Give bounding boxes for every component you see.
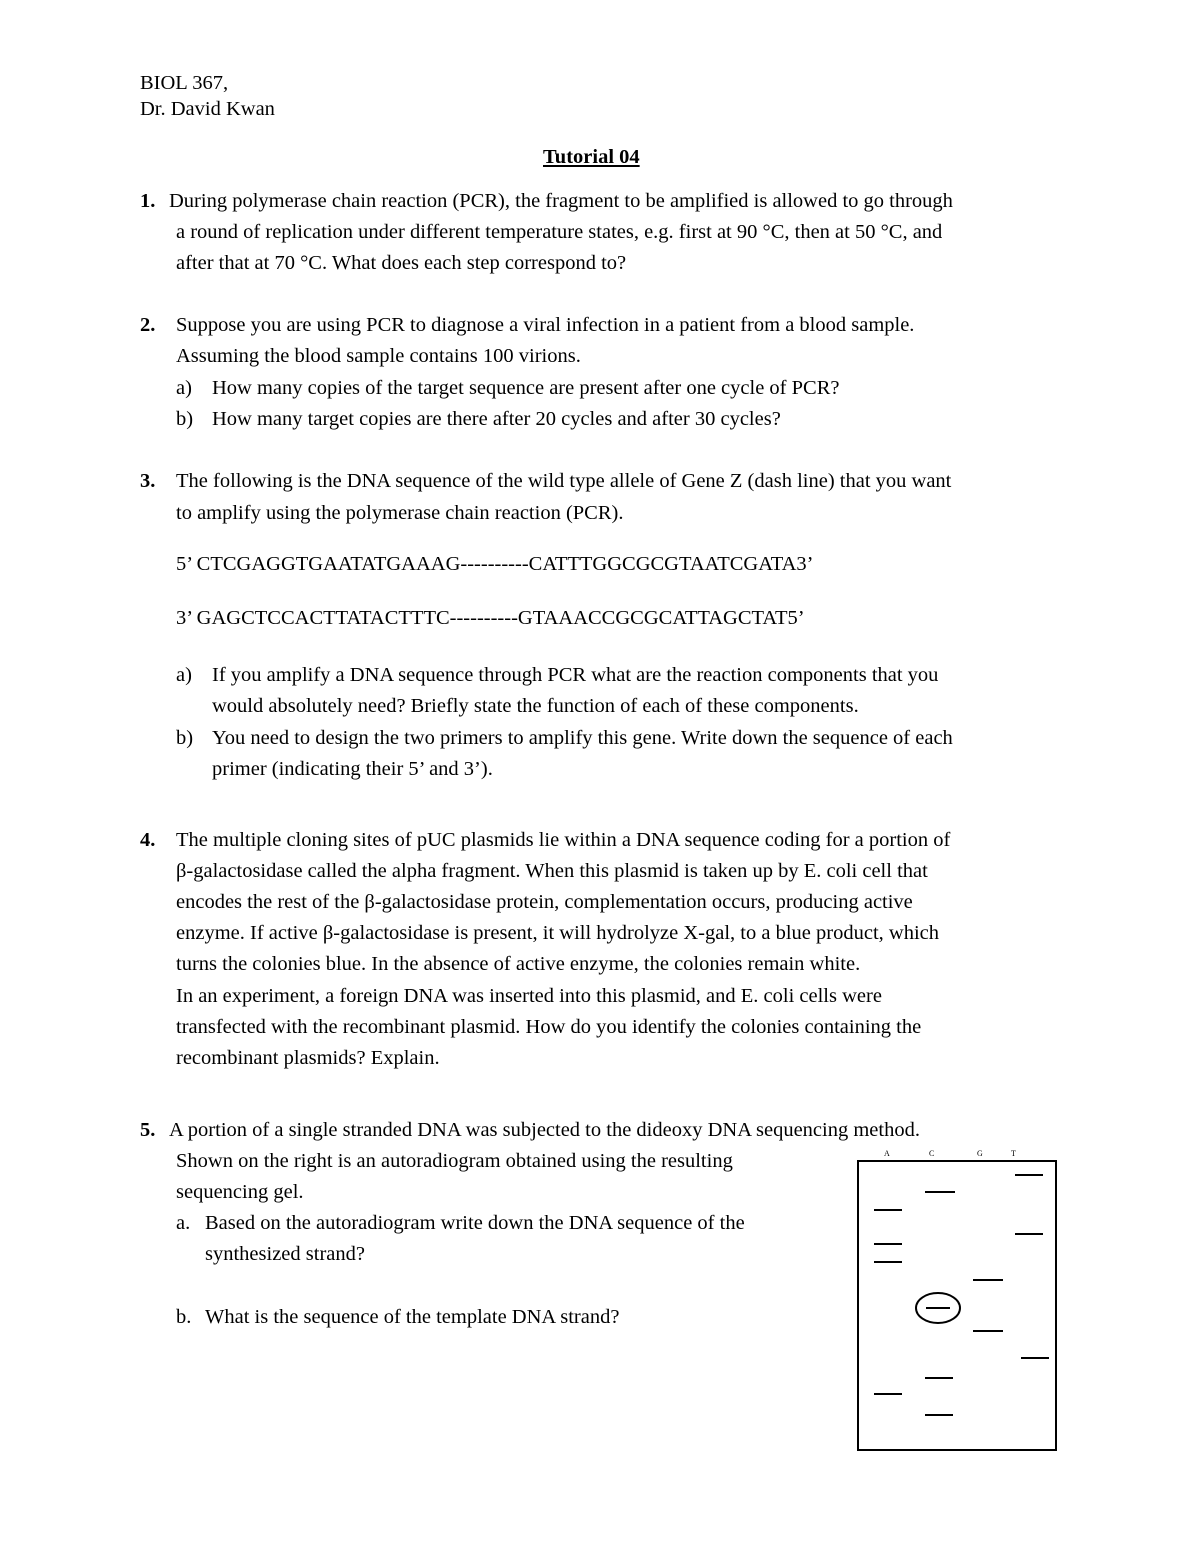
question-text-line: after that at 70 °C. What does each step correspond to? [176,252,627,274]
dna-sequence-top-strand: 5’ CTCGAGGTGAATATGAAAG----------CATTTGGCGCGTAATCGATA3’ [176,553,814,575]
question-text-line: turns the colonies blue. In the absence of active enzyme, the colonies remain white. [176,953,861,975]
part-text-line: How many copies of the target sequence are present after one cycle of PCR? [212,377,840,399]
gel-bands [859,1162,1055,1449]
part-text-line: primer (indicating their 5’ and 3’). [212,758,493,780]
gel-lane-label: C [929,1149,935,1158]
part-text-line: synthesized strand? [205,1243,365,1265]
part-text-line: How many target copies are there after 20 cycles and after 30 cycles? [212,408,781,430]
autoradiogram-gel [857,1149,1057,1451]
part-label: a) [176,377,192,399]
part-text-line: Based on the autoradiogram write down the DNA sequence of the [205,1212,745,1234]
question-number: 5. [140,1119,156,1141]
dna-sequence-bottom-strand: 3’ GAGCTCCACTTATACTTTC----------GTAAACCGCGCATTAGCTAT5’ [176,607,805,629]
question-text-line: encodes the rest of the β-galactosidase protein, complementation occurs, producing active [176,891,913,913]
instructor-name: Dr. David Kwan [140,98,275,120]
question-text-line: sequencing gel. [176,1181,304,1203]
question-text-line: The multiple cloning sites of pUC plasmids lie within a DNA sequence coding for a portion of [176,829,951,851]
course-code: BIOL 367, [140,72,229,94]
question-text-line: Suppose you are using PCR to diagnose a viral infection in a patient from a blood sample. [176,314,915,336]
question-text-line: The following is the DNA sequence of the wild type allele of Gene Z (dash line) that you want [176,470,952,492]
question-number: 1. [140,190,156,212]
part-label: a. [176,1212,191,1234]
question-text-line: a round of replication under different temperature states, e.g. first at 90 °C, then at 50 °C, and [176,221,943,243]
question-number: 3. [140,470,156,492]
gel-lane-label: T [1011,1149,1016,1158]
part-label: b. [176,1306,192,1328]
part-text-line: would absolutely need? Briefly state the function of each of these components. [212,695,859,717]
question-number: 2. [140,314,156,336]
part-text-line: If you amplify a DNA sequence through PCR what are the reaction components that you [212,664,939,686]
part-label: b) [176,727,194,749]
part-text-line: What is the sequence of the template DNA strand? [205,1306,620,1328]
question-text-line: enzyme. If active β-galactosidase is present, it will hydrolyze X-gal, to a blue product, which [176,922,939,944]
gel-lane-label: G [977,1149,983,1158]
part-label: a) [176,664,192,686]
part-text-line: You need to design the two primers to amplify this gene. Write down the sequence of each [212,727,953,749]
part-label: b) [176,408,194,430]
question-text-line: In an experiment, a foreign DNA was inserted into this plasmid, and E. coli cells were [176,985,882,1007]
question-text-line: Assuming the blood sample contains 100 virions. [176,345,581,367]
page-title: Tutorial 04 [543,146,640,168]
question-number: 4. [140,829,156,851]
question-text-line: A portion of a single stranded DNA was subjected to the dideoxy DNA sequencing method. [169,1119,920,1141]
question-text-line: transfected with the recombinant plasmid. How do you identify the colonies containing the [176,1016,922,1038]
question-text-line: recombinant plasmids? Explain. [176,1047,440,1069]
question-text-line: Shown on the right is an autoradiogram obtained using the resulting [176,1150,733,1172]
question-text-line: During polymerase chain reaction (PCR), the fragment to be amplified is allowed to go through [169,190,953,212]
gel-lane-label: A [884,1149,890,1158]
question-text-line: β-galactosidase called the alpha fragment. When this plasmid is taken up by E. coli cell that [176,860,928,882]
question-text-line: to amplify using the polymerase chain reaction (PCR). [176,502,624,524]
